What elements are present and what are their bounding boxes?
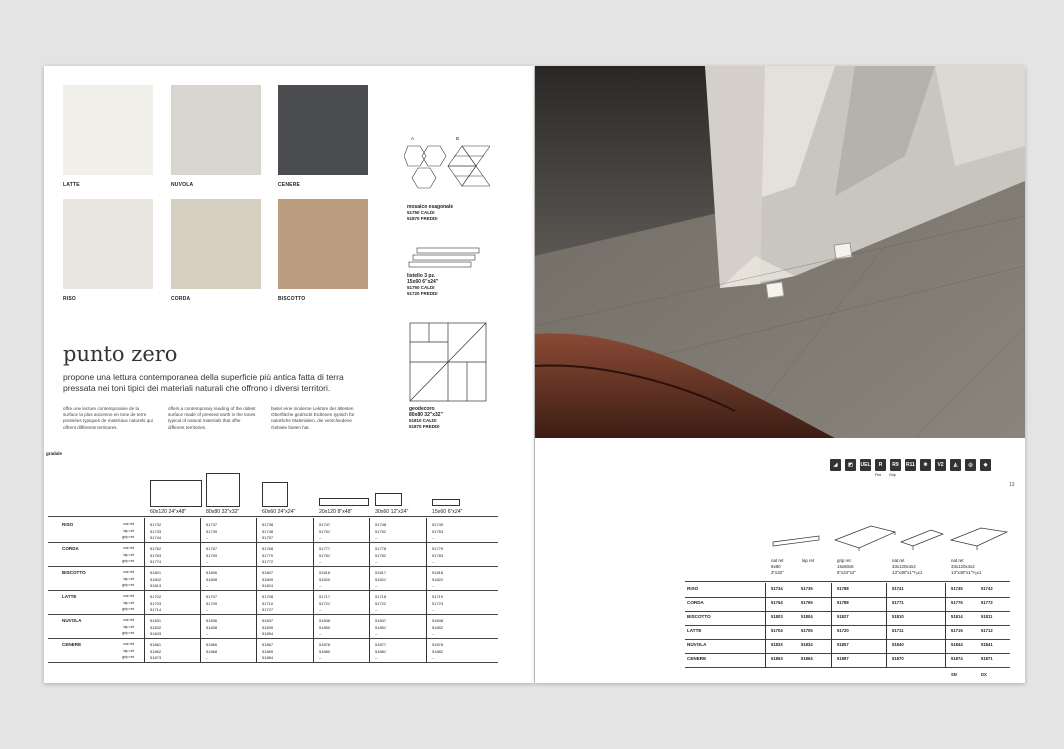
row-name: CORDA: [687, 600, 704, 605]
column-head-line2: 8x80: [771, 564, 781, 569]
product-code: 51715: [951, 628, 963, 633]
listello-size: 15x60 6"x24": [407, 279, 439, 285]
column-head-line3: 13"x48"x1"⁵⁄₈x1: [892, 570, 923, 575]
product-code: 51881: [375, 648, 387, 654]
product-code: 51763: [150, 552, 162, 558]
interior-photo: [535, 66, 1025, 438]
product-code: 51827: [837, 614, 849, 619]
product-code: 51804: [801, 614, 813, 619]
certification-icon: UEL: [860, 459, 871, 471]
column-head-line2: 33x120x4x2: [892, 564, 916, 569]
row-name: BISCOTTO: [62, 570, 86, 575]
product-code: 51719: [432, 594, 444, 599]
mosaic-name: mosaico esagonale: [407, 204, 454, 210]
product-code: 51770: [262, 552, 274, 558]
product-code: 51852: [432, 624, 444, 630]
product-code: 51806: [206, 570, 218, 575]
certification-icon: ◈: [980, 459, 991, 471]
product-code: 51737: [206, 522, 218, 527]
product-code: –: [206, 583, 209, 588]
product-code: 51887: [837, 656, 849, 661]
product-code: 51847: [375, 618, 387, 623]
product-code: 51818: [432, 570, 444, 575]
certification-icon: ◎: [965, 459, 976, 471]
product-code: 51771: [892, 600, 904, 605]
product-code: –: [375, 583, 378, 588]
product-code: 51703: [150, 600, 162, 606]
product-code: –: [206, 559, 209, 564]
finish-label: lap ret: [123, 600, 134, 605]
certification-icon: ◢: [830, 459, 841, 471]
product-code: 51749: [432, 522, 444, 527]
product-code: 51727: [262, 607, 274, 612]
certification-icon: R9: [890, 459, 901, 471]
column-head-line1: nat ret: [892, 558, 905, 563]
product-code: 51864: [801, 656, 813, 661]
column-head-line1: nat ret: [771, 558, 784, 563]
size-heading: 15x60 6"x24": [432, 509, 463, 515]
product-code: –: [375, 559, 378, 564]
product-code: 51807: [262, 570, 274, 575]
product-code: 51857: [837, 642, 849, 647]
product-code: 51775: [951, 600, 963, 605]
product-code: 51718: [375, 594, 387, 599]
size-heading: 30x60 12"x24": [375, 509, 409, 515]
product-code: 51844: [951, 642, 963, 647]
product-code: –: [206, 607, 209, 612]
column-head-line1: nat ret: [951, 558, 964, 563]
table-top-rule: [48, 516, 498, 517]
icon-caption: Grip: [889, 473, 896, 477]
column-head-line3: 6"x24"x2": [837, 570, 856, 575]
row-name: BISCOTTO: [687, 614, 711, 619]
product-code: 51753: [432, 528, 444, 534]
right-page: [535, 66, 1025, 683]
certification-icon: R: [875, 459, 886, 471]
product-code: –: [375, 655, 378, 660]
certification-icon: ◩: [845, 459, 856, 471]
finish-label: nat ret: [123, 546, 134, 550]
product-code: 51722: [375, 600, 387, 606]
product-code: 51768: [262, 546, 274, 551]
column-head-line3: 13"x48"x1"⁵⁄₈x1: [951, 570, 982, 575]
product-code: 51720: [837, 628, 849, 633]
size-heading: 60x120 24"x48": [150, 509, 187, 515]
product-code: 51774: [150, 559, 162, 564]
product-code: 51884: [262, 655, 274, 660]
size-heading: 60x60 24"x24": [262, 509, 296, 515]
product-code: –: [319, 655, 322, 660]
geodecoro-drawing: [409, 322, 487, 402]
product-code: 51841: [981, 642, 993, 647]
product-code: 51702: [150, 594, 162, 599]
product-code: 51777: [319, 546, 331, 551]
product-code: –: [319, 583, 322, 588]
geodecoro-size: 80x80 32"x32": [409, 412, 443, 418]
product-code: 51738: [262, 522, 274, 527]
row-rule: [48, 638, 498, 639]
column-rule: [886, 583, 887, 667]
column-rule: [256, 518, 257, 662]
row-name: NUVOLA: [687, 642, 707, 647]
product-code: 51704: [771, 628, 783, 633]
finish-label: grip ret: [122, 607, 134, 611]
paragraph-fr: offre une lecture contemporaine de la surface la plus ancienne en tone de terre pressées typiques de matériaux naturels qui offrent différents territoires.: [63, 406, 153, 430]
product-code: –: [319, 535, 322, 540]
product-code: 51871: [981, 656, 993, 661]
product-code: 51735: [801, 586, 813, 591]
column-head-line1: lap ret: [802, 558, 815, 563]
finish-label: nat ret: [123, 522, 134, 526]
product-code: 51741: [892, 586, 904, 591]
swatch-label: LATTE: [63, 182, 80, 188]
product-code: 51862: [150, 648, 162, 654]
row-rule: [685, 653, 1010, 654]
product-code: –: [432, 655, 435, 660]
product-code: 51837: [262, 618, 274, 623]
product-code: 51840: [892, 642, 904, 647]
lead-text: propone una lettura contemporanea della superficie più antica fatta di terra pressata nei toni tipici dei materiali naturali che offrono i diversi territori.: [63, 372, 344, 393]
product-code: 51710: [262, 600, 274, 606]
finish-label: nat ret: [123, 642, 134, 646]
product-code: 51748: [375, 522, 387, 527]
swatch-corda: [171, 199, 261, 289]
product-code: 51764: [771, 600, 783, 605]
size-heading: 80x80 32"x32": [206, 509, 240, 515]
product-code: –: [319, 607, 322, 612]
listello-drawing: [407, 246, 483, 270]
product-code: 51813: [150, 583, 162, 588]
product-code: 51744: [150, 535, 162, 540]
tab-label: gradale: [46, 451, 63, 456]
product-code: –: [375, 607, 378, 612]
geodecoro-code-warm: 51810 CALDI: [409, 418, 437, 423]
row-rule: [48, 614, 498, 615]
listello-caption: [407, 273, 487, 297]
product-code: 51876: [319, 642, 331, 647]
product-code: 51851: [375, 624, 387, 630]
product-code: 51861: [150, 642, 162, 647]
product-code: 51765: [801, 600, 813, 605]
geodecoro-caption: [409, 406, 489, 430]
swatch-label: CORDA: [171, 296, 191, 302]
product-code: 51850: [319, 624, 331, 630]
column-rule: [369, 518, 370, 662]
product-code: 51767: [206, 546, 218, 551]
product-code: –: [432, 631, 435, 636]
row-name: CENERE: [62, 642, 82, 647]
product-code: 51811: [981, 614, 993, 619]
product-code: 51742: [981, 586, 993, 591]
product-code: 51870: [892, 656, 904, 661]
column-rule: [945, 583, 946, 667]
product-code: 51867: [262, 642, 274, 647]
column-head-line1: grip ret: [837, 558, 851, 563]
product-code: 51832: [150, 624, 162, 630]
table-top-rule: [685, 581, 1010, 582]
trim-shapes: [771, 520, 1011, 554]
column-rule: [831, 583, 832, 667]
listello-name: listello 3 pz.: [407, 273, 436, 279]
product-code: 51816: [319, 570, 331, 575]
product-code: 51717: [319, 594, 331, 599]
product-code: 51880: [319, 648, 331, 654]
geodecoro-code-cold: 51870 FREDDI: [409, 424, 440, 429]
product-code: 51803: [771, 614, 783, 619]
certification-icon: ◭: [950, 459, 961, 471]
product-code: 51708: [262, 594, 274, 599]
product-code: 51877: [375, 642, 387, 647]
product-code: –: [375, 631, 378, 636]
swatch-latte: [63, 85, 153, 175]
column-rule: [144, 518, 145, 662]
column-rule: [765, 583, 766, 667]
certification-icon: R11: [905, 459, 916, 471]
row-rule: [685, 597, 1010, 598]
format-shape-30x60: [375, 493, 402, 506]
swatch-riso: [63, 199, 153, 289]
size-heading: 20x120 8"x48": [319, 509, 353, 515]
swatch-label: CENERE: [278, 182, 301, 188]
format-shape-20x120: [319, 498, 369, 506]
product-code: 51778: [375, 546, 387, 551]
product-code: 51821: [375, 576, 387, 582]
format-shape-60x120: [150, 480, 202, 507]
row-rule: [48, 590, 498, 591]
finish-label: lap ret: [123, 552, 134, 557]
product-code: 51714: [150, 607, 162, 612]
column-rule: [313, 518, 314, 662]
product-code: –: [432, 559, 435, 564]
product-code: 51782: [375, 552, 387, 558]
swatch-biscotto: [278, 199, 368, 289]
swatch-nuvola: [171, 85, 261, 175]
row-name: RISO: [687, 586, 699, 591]
product-code: 51752: [375, 528, 387, 534]
product-code: 51802: [150, 576, 162, 582]
product-code: 51824: [262, 583, 274, 588]
finish-label: lap ret: [123, 648, 134, 653]
product-code: 51747: [319, 522, 331, 527]
product-code: 51757: [262, 535, 274, 540]
product-code: 51751: [319, 528, 331, 534]
product-code: 51836: [206, 618, 218, 623]
row-rule: [685, 625, 1010, 626]
row-name: LATTE: [687, 628, 702, 633]
column-head-line3: 3"x32": [771, 570, 784, 575]
listello-code-cold: 51720 FREDDI: [407, 291, 438, 296]
mosaic-code-warm: 51750 CALDI: [407, 210, 435, 215]
column-head-line2: 33x120x4x2: [951, 564, 975, 569]
product-code: 51733: [150, 528, 162, 534]
product-code: 51820: [319, 576, 331, 582]
format-shape-80x80: [206, 473, 240, 507]
product-code: 51873: [150, 655, 162, 660]
product-code: 51781: [319, 552, 331, 558]
product-code: –: [432, 535, 435, 540]
product-code: 51848: [432, 618, 444, 623]
mosaic-code-cold: 51870 FREDDI: [407, 216, 438, 221]
product-code: –: [319, 559, 322, 564]
paragraph-de: bietet eine moderne Lektüre der ältesten Oberfläche gedrückt Erdtönen typisch für natürliche Materialien, die verschiedene Gebiete bieten hat.: [271, 406, 355, 430]
product-code: 51869: [262, 648, 274, 654]
product-code: –: [375, 535, 378, 540]
geodecoro-name: geodecoro: [409, 406, 435, 412]
product-code: 51721: [319, 600, 331, 606]
row-name: CENERE: [687, 656, 707, 661]
product-code: 51854: [262, 631, 274, 636]
product-code: 51839: [262, 624, 274, 630]
product-code: 51779: [432, 546, 444, 551]
column-rule: [426, 518, 427, 662]
product-code: 51783: [432, 552, 444, 558]
product-code: 51705: [801, 628, 813, 633]
product-code: 51822: [432, 576, 444, 582]
row-name: CORDA: [62, 546, 79, 551]
product-code: 51748: [262, 528, 274, 534]
product-code: 51809: [262, 576, 274, 582]
product-code: 51772: [262, 559, 274, 564]
product-code: 51868: [206, 648, 218, 654]
product-code: 51878: [432, 642, 444, 647]
product-code: 51769: [206, 552, 218, 558]
product-code: 51788: [837, 586, 849, 591]
format-shape-60x60: [262, 482, 288, 507]
product-code: 51843: [150, 631, 162, 636]
product-code: 51831: [150, 618, 162, 623]
row-rule: [685, 611, 1010, 612]
row-rule: [48, 542, 498, 543]
row-rule: [685, 639, 1010, 640]
product-code: 51808: [206, 576, 218, 582]
mosaic-label-b: B: [456, 136, 460, 141]
column-head-line2: 15x60x5: [837, 564, 854, 569]
product-code: –: [319, 631, 322, 636]
listello-code-warm: 51750 CALDI: [407, 285, 435, 290]
icon-caption: Fire: [875, 473, 882, 477]
product-code: 51711: [892, 628, 904, 633]
product-code: 51833: [771, 642, 783, 647]
product-code: –: [206, 655, 209, 660]
product-code: 51863: [771, 656, 783, 661]
finish-label: grip ret: [122, 631, 134, 635]
format-shape-15x60: [432, 499, 460, 506]
column-rule: [200, 518, 201, 662]
product-code: 51723: [432, 600, 444, 606]
product-code: –: [432, 583, 435, 588]
swatch-label: RISO: [63, 296, 77, 302]
finish-label: grip ret: [122, 559, 134, 563]
product-code: 51709: [206, 600, 218, 606]
finish-label: nat ret: [123, 570, 134, 574]
row-rule: [685, 667, 1010, 668]
product-code: 51866: [206, 642, 218, 647]
product-code: –: [432, 607, 435, 612]
product-code: 51838: [206, 624, 218, 630]
footer-left: SN: [951, 672, 957, 677]
mosaic-label-a: A: [411, 136, 415, 141]
swatch-cenere: [278, 85, 368, 175]
finish-label: grip ret: [122, 583, 134, 587]
product-code: 51762: [150, 546, 162, 551]
row-rule: [48, 662, 498, 663]
finish-label: nat ret: [123, 618, 134, 622]
product-code: 51707: [206, 594, 218, 599]
product-code: 51772: [981, 600, 993, 605]
row-rule: [48, 566, 498, 567]
product-code: 51810: [892, 614, 904, 619]
finish-label: lap ret: [123, 624, 134, 629]
finish-label: lap ret: [123, 528, 134, 533]
product-code: 51712: [981, 628, 993, 633]
swatch-label: BISCOTTO: [278, 296, 306, 302]
footer-right: DX: [981, 672, 987, 677]
product-code: 51814: [951, 614, 963, 619]
product-code: 51834: [801, 642, 813, 647]
certification-icon: V2: [935, 459, 946, 471]
product-code: –: [206, 631, 209, 636]
product-code: 51801: [150, 570, 162, 575]
product-code: 51874: [951, 656, 963, 661]
finish-label: grip ret: [122, 535, 134, 539]
product-code: 51882: [432, 648, 444, 654]
swatch-label: NUVOLA: [171, 182, 194, 188]
left-page: [44, 66, 534, 683]
product-code: 51817: [375, 570, 387, 575]
product-code: 51732: [150, 522, 162, 527]
finish-label: grip ret: [122, 655, 134, 659]
paragraph-en: offers a contemporary reading of the oldest surface made of pressed earth in the tones typical of natural materials that offer different territories.: [168, 406, 256, 430]
certification-icon: ❄: [920, 459, 931, 471]
hex-mosaic-drawing: [404, 144, 490, 200]
row-name: NUVOLA: [62, 618, 82, 623]
product-code: 51745: [951, 586, 963, 591]
collection-title: punto zero: [63, 342, 178, 366]
row-name: RISO: [62, 522, 74, 527]
finish-label: nat ret: [123, 594, 134, 598]
product-code: –: [206, 535, 209, 540]
row-name: LATTE: [62, 594, 77, 599]
product-code: 51739: [206, 528, 218, 534]
mosaic-caption: [407, 204, 487, 222]
page-number: 13: [1009, 482, 1015, 488]
product-code: 51734: [771, 586, 783, 591]
finish-label: lap ret: [123, 576, 134, 581]
product-code: 51846: [319, 618, 331, 623]
product-code: 51788: [837, 600, 849, 605]
